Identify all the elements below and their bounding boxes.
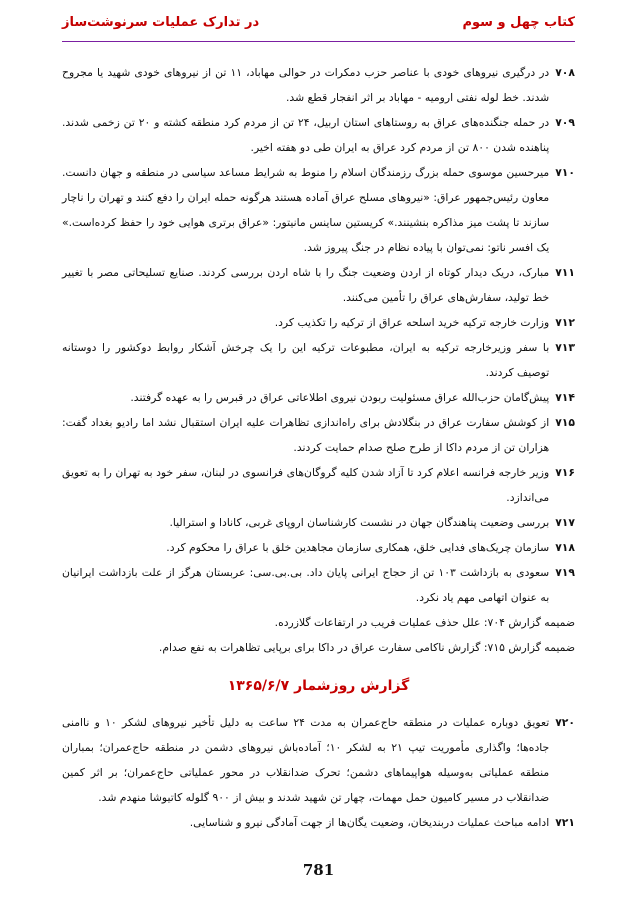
- running-header: [62, 8, 575, 36]
- report-number: ۷۱۴: [555, 391, 575, 404]
- book-title: کتاب چهل و سوم: [462, 14, 575, 30]
- report-number: ۷۱۹: [555, 566, 575, 579]
- report-number: ۷۱۲: [555, 316, 575, 329]
- report-text: میرحسین موسوی حمله بزرگ رزمندگان اسلام را منوط به شرایط مساعد سیاسی در منطقه و جهان دانست. معاون رئیس‌جمهور عراق: «نیروهای مسلح عراق آماده هستند هرگونه حمله ایران را دفع کنند و تهران را ناچار سازند تا پشت میز مذاکره بنشینند.» کریستین ساینس مانیتور: «عراق برتری هوایی خود را حفظ کرده‌است.» یک افسر ناتو: نمی‌توان با پیاده نظام در جنگ پیروز شد.: [62, 166, 550, 254]
- report-list-part2: [62, 710, 575, 835]
- page-number: 781: [302, 861, 335, 879]
- chapter-title: در تدارک عملیات سرنوشت‌ساز: [62, 14, 260, 30]
- appendix-note: ضمیمه گزارش ۷۰۴: علل حذف عملیات فریب در ارتفاعات گلازرده.: [274, 616, 575, 629]
- report-text: از کوشش سفارت عراق در بنگلادش برای راه‌اندازی تظاهرات علیه ایران استقبال نشد اما رادیو بغداد گفت: هزاران تن از مردم داکا از طرح صلح صدام حمایت کردند.: [62, 416, 550, 454]
- report-entry: [62, 385, 575, 410]
- report-number: ۷۲۰: [555, 716, 575, 729]
- report-entry: [62, 810, 575, 835]
- report-entry: [62, 110, 575, 160]
- report-text: مبارک، دریک دیدار کوتاه از اردن وضعیت جنگ را با شاه اردن بررسی کردند. صنایع تسلیحاتی مصر با تغییر خط تولید، سفارش‌های عراق را تأمین می‌کنند.: [62, 266, 550, 304]
- report-text: بررسی وضعیت پناهندگان جهان در نشست کارشناسان اروپای غربی، کانادا و استرالیا.: [169, 516, 550, 529]
- report-text: با سفر وزیرخارجه ترکیه به ایران، مطبوعات ترکیه این را یک چرخش آشکار روابط دوکشور را دوستانه توصیف کردند.: [62, 341, 550, 379]
- section-title: گزارش روزشمار ۱۳۶۵/۶/۷: [227, 678, 410, 694]
- report-list-part1: [62, 60, 575, 610]
- report-number: ۷۲۱: [555, 816, 575, 829]
- report-number: ۷۰۹: [555, 116, 575, 129]
- page-content: [62, 60, 575, 835]
- report-entry: [62, 560, 575, 610]
- report-entry: [62, 510, 575, 535]
- report-entry: [62, 160, 575, 260]
- report-number: ۷۱۸: [555, 541, 575, 554]
- header-divider: [62, 41, 575, 42]
- report-text: در حمله جنگنده‌های عراق به روستاهای استان اربیل، ۲۴ تن از مردم کرد منطقه کشته و ۲۰ تن زخمی شدند. پناهنده شدن ۸۰۰ تن از مردم کرد عراق به ایران طی دو هفته اخیر.: [62, 116, 550, 154]
- report-entry: [62, 335, 575, 385]
- report-text: سعودی به بازداشت ۱۰۳ تن از حجاج ایرانی پایان داد. بی.بی.سی: عربستان هرگز از علت بازداشت ایرانیان به عنوان اتهامی مهم یاد نکرد.: [62, 566, 550, 604]
- report-entry: [62, 410, 575, 460]
- report-entry: [62, 260, 575, 310]
- report-text: تعویق دوباره عملیات در منطقه حاج‌عمران به مدت ۲۴ ساعت به دلیل تأخیر نیروهای لشکر ۱۰ و ناامنی جاده‌ها؛ واگذاری مأموریت تیپ ۲۱ به لشکر ۱۰؛ آماده‌باش نیروهای دشمن در منطقه حاج‌عمران؛ بمباران منطقه عملیاتی به‌وسیله هواپیماهای دشمن؛ تحرک ضدانقلاب در محور عملیاتی حاج‌عمران؛ بر اثر کمین ضدانقلاب در مسیر کامیون حمل مهمات، چهار تن شهید شدند و بیش از ۹۰۰ گلوله کاتیوشا منهدم شد.: [62, 716, 550, 804]
- report-entry: [62, 60, 575, 110]
- appendix-note: ضمیمه گزارش ۷۱۵: گزارش ناکامی سفارت عراق در داکا برای برپایی تظاهرات به نفع صدام.: [158, 641, 575, 654]
- report-text: پیش‌گامان حزب‌الله عراق مسئولیت ربودن نیروی اطلاعاتی عراق در قبرس را به عهده گرفتند.: [130, 391, 550, 404]
- report-text: در درگیری نیروهای خودی با عناصر حزب دمکرات در حوالی مهاباد، ۱۱ تن از نیروهای خودی شهید یا مجروح شدند. خط لوله نفتی ارومیه - مهاباد بر اثر انفجار قطع شد.: [62, 66, 550, 104]
- report-number: ۷۱۱: [555, 266, 575, 279]
- report-entry: [62, 535, 575, 560]
- report-number: ۷۱۶: [555, 466, 575, 479]
- report-number: ۷۱۵: [555, 416, 575, 429]
- report-entry: [62, 460, 575, 510]
- report-number: ۷۱۷: [555, 516, 575, 529]
- report-text: ادامه مباحث عملیات دربندیخان، وضعیت یگان‌ها از جهت آمادگی نیرو و شناسایی.: [189, 816, 550, 829]
- report-entry: [62, 710, 575, 810]
- report-text: وزیر خارجه فرانسه اعلام کرد تا آزاد شدن کلیه گروگان‌های فرانسوی در لبنان، سفر خود به تهران را به تعویق می‌اندازد.: [62, 466, 550, 504]
- report-entry: [62, 310, 575, 335]
- report-text: وزارت خارجه ترکیه خرید اسلحه عراق از ترکیه را تکذیب کرد.: [274, 316, 550, 329]
- report-number: ۷۱۳: [555, 341, 575, 354]
- report-number: ۷۰۸: [555, 66, 575, 79]
- report-text: سازمان چریک‌های فدایی خلق، همکاری سازمان مجاهدین خلق با عراق را محکوم کرد.: [166, 541, 550, 554]
- report-number: ۷۱۰: [555, 166, 575, 179]
